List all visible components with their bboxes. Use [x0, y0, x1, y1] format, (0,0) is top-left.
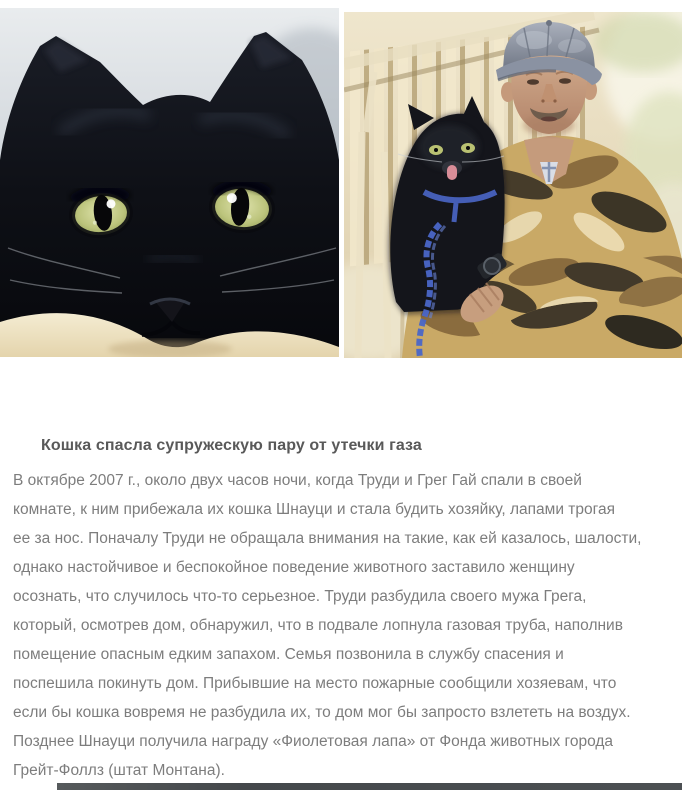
photo-strip	[0, 0, 682, 360]
article-body	[13, 466, 675, 785]
article-line: В октябре 2007 г., около двух часов ночи, когда Труди и Грег Гай спали в своей	[13, 472, 582, 489]
man-holding-cat-illustration	[344, 12, 682, 358]
article-line: помещение опасным едким запахом. Семья позвонила в службу спасения и	[13, 646, 564, 663]
article-line: Грейт-Фоллз (штат Монтана).	[13, 762, 225, 779]
article-line: комнате, к ним прибежала их кошка Шнауци и стала будить хозяйку, лапами трогая	[13, 501, 615, 518]
black-cat-illustration	[0, 8, 339, 357]
next-image-top-edge	[57, 783, 682, 790]
article-line: поспешила покинуть дом. Прибывшие на место пожарные сообщили хозяевам, что	[13, 675, 617, 692]
article-line: если бы кошка вовремя не разбудила их, то дом мог бы запросто взлететь на воздух.	[13, 704, 631, 721]
article-line: ее за нос. Поначалу Труди не обращала внимания на такие, как ей казалось, шалости,	[13, 530, 642, 547]
photo-man-holding-cat	[344, 12, 682, 358]
article-line: Позднее Шнауци получила награду «Фиолетовая лапа» от Фонда животных города	[13, 733, 614, 750]
wrist-watch	[484, 258, 500, 274]
article-title: Кошка спасла супружескую пару от утечки газа	[41, 436, 422, 454]
article-line: однако настойчивое и беспокойное поведение животного заставило женщину	[13, 559, 575, 576]
article-line: который, осмотрев дом, обнаружил, что в подвале лопнула газовая труба, наполнив	[13, 617, 623, 634]
photo-black-cat	[0, 8, 339, 357]
article-line: осознать, что случилось что-то серьезное. Труди разбудила своего мужа Грега,	[13, 588, 587, 605]
